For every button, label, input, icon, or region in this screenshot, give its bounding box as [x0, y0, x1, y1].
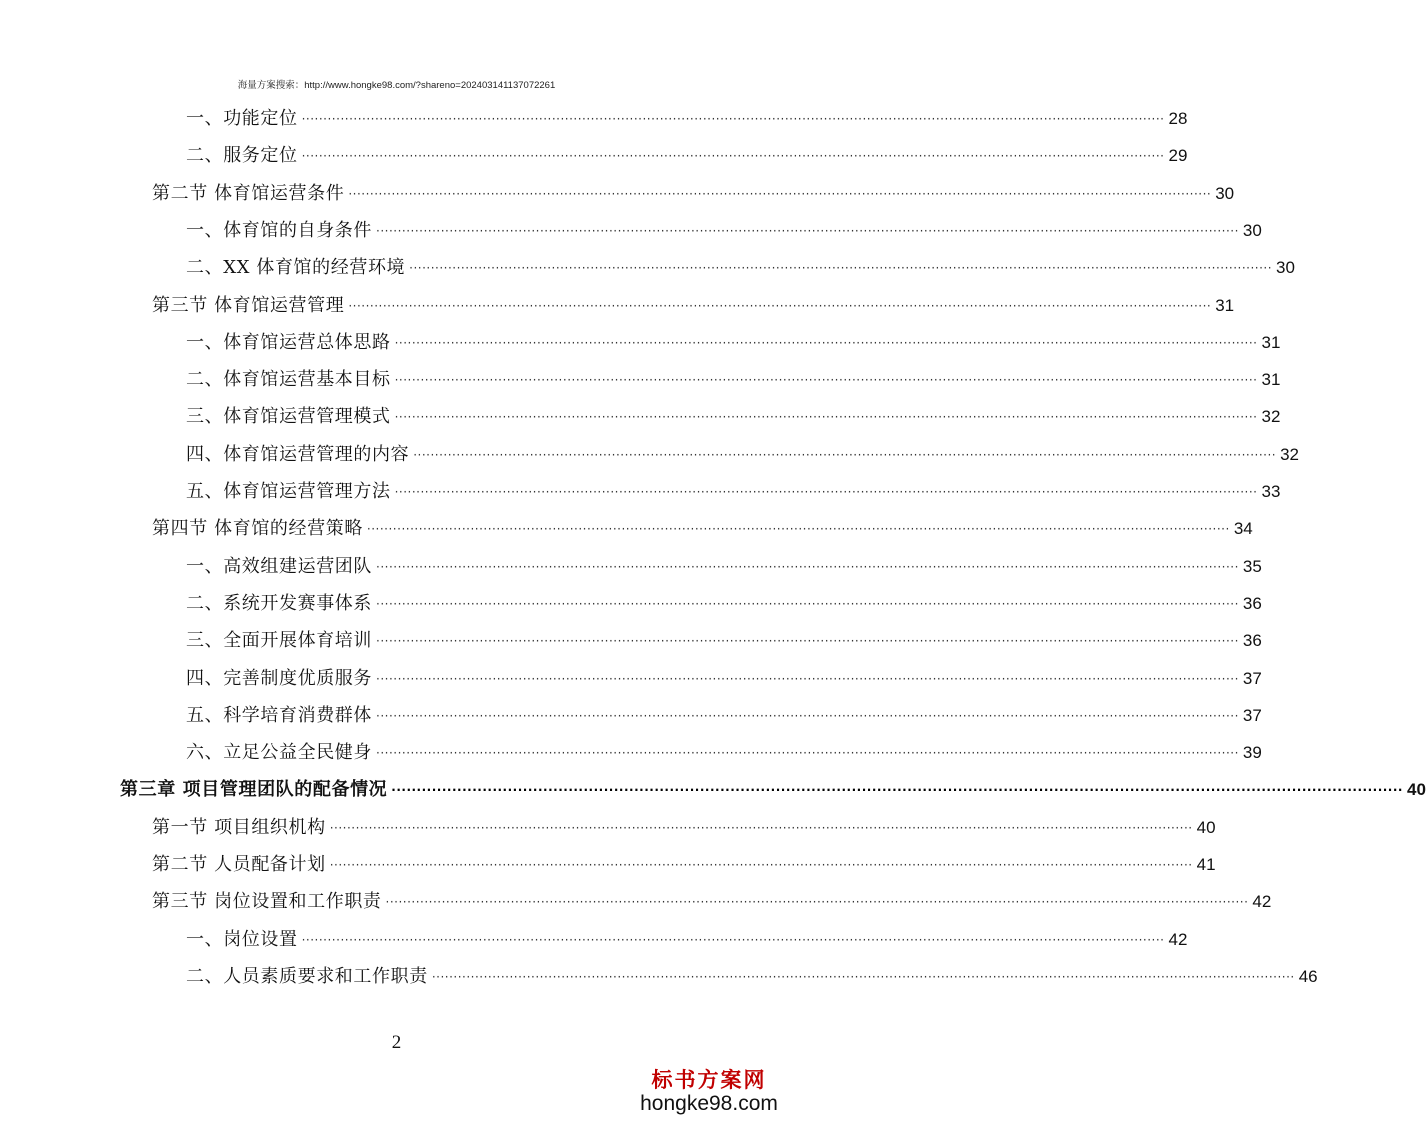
toc-leader-dots: ········································································································································································································: [394, 410, 1258, 424]
toc-entry[interactable]: [186, 740, 1262, 766]
toc-entry[interactable]: [186, 367, 1281, 393]
toc-leader-dots: ········································································································································································································: [301, 933, 1165, 947]
toc-leader-dots: ········································································································································································································: [376, 224, 1239, 238]
toc-entry[interactable]: [186, 554, 1262, 580]
toc-entry-page: 37: [1242, 706, 1262, 725]
toc-entry[interactable]: [186, 666, 1262, 692]
toc-entry-title: 二、服务定位: [186, 145, 298, 166]
toc-entry-page: 42: [1252, 892, 1272, 911]
toc-leader-dots: ········································································································································································································: [348, 299, 1212, 313]
toc-entry-page: 46: [1298, 967, 1318, 986]
toc-entry-title: 二、系统开发赛事体系: [186, 593, 372, 614]
toc-entry[interactable]: [186, 106, 1188, 132]
toc-entry-page: 37: [1242, 669, 1262, 688]
toc-leader-dots: ········································································································································································································: [376, 672, 1239, 686]
toc-entry-page: 42: [1168, 930, 1188, 949]
toc-entry[interactable]: [152, 181, 1235, 207]
toc-entry-page: 40: [1406, 780, 1426, 799]
page-header: 海量方案搜索：http://www.hongke98.com/?shareno=2024031411370722​61: [237, 80, 556, 91]
toc-entry[interactable]: [152, 852, 1216, 878]
toc-entry-title: 第四节 体育馆的经营策略: [152, 518, 363, 539]
toc-entry-page: 35: [1242, 557, 1262, 576]
toc-entry-page: 30: [1242, 221, 1262, 240]
toc-entry-page: 36: [1242, 631, 1262, 650]
toc-entry-title: 五、科学培育消费群体: [186, 705, 372, 726]
toc-entry-title: 第二节 人员配备计划: [152, 854, 326, 875]
toc-leader-dots: ········································································································································································································: [385, 895, 1249, 909]
toc-leader-dots: ········································································································································································································: [376, 709, 1239, 723]
toc-entry-title: 六、立足公益全民健身: [186, 742, 372, 763]
toc-entry[interactable]: [152, 889, 1272, 915]
toc-leader-dots: ········································································································································································································: [329, 821, 1193, 835]
toc-entry-page: 29: [1168, 146, 1188, 165]
toc-entry-page: 34: [1233, 519, 1253, 538]
toc-entry[interactable]: [152, 815, 1216, 841]
toc-entry-title: 一、功能定位: [186, 108, 298, 129]
watermark-chinese: 标书方案网: [651, 1067, 767, 1092]
toc-entry-title: 三、体育馆运营管理模式: [186, 406, 391, 427]
watermark-logo: [639, 1068, 779, 1116]
toc-leader-dots: ········································································································································································································: [394, 485, 1258, 499]
toc-entry-title: 二、XX 体育馆的经营环境: [186, 257, 406, 278]
toc-entry-page: 39: [1242, 743, 1262, 762]
toc-entry-title: 二、体育馆运营基本目标: [186, 369, 391, 390]
toc-leader-dots: ········································································································································································································: [431, 970, 1295, 984]
toc-entry-page: 32: [1280, 445, 1300, 464]
toc-entry[interactable]: [186, 442, 1300, 468]
toc-entry-page: 31: [1261, 333, 1281, 352]
toc-entry[interactable]: [186, 927, 1188, 953]
toc-entry-title: 一、岗位设置: [186, 929, 298, 950]
toc-leader-dots: ········································································································································································································: [376, 560, 1239, 574]
toc-entry[interactable]: [186, 404, 1281, 430]
toc-entry-page: 30: [1215, 184, 1235, 203]
toc-leader-dots: ········································································································································································································: [348, 187, 1212, 201]
toc-entry-page: 31: [1215, 296, 1235, 315]
toc-entry-page: 30: [1276, 258, 1295, 277]
toc-entry-title: 三、全面开展体育培训: [186, 630, 372, 651]
toc-entry-title: 四、完善制度优质服务: [186, 668, 372, 689]
toc-entry[interactable]: [120, 777, 1426, 803]
toc-leader-dots: ········································································································································································································: [329, 858, 1193, 872]
toc-entry[interactable]: [186, 255, 1295, 281]
toc-entry[interactable]: [186, 591, 1262, 617]
toc-leader-dots: ········································································································································································································: [391, 783, 1403, 797]
toc-entry-page: 33: [1261, 482, 1281, 501]
toc-leader-dots: ········································································································································································································: [366, 522, 1230, 536]
toc-entry[interactable]: [186, 330, 1281, 356]
toc-entry-title: 五、体育馆运营管理方法: [186, 481, 391, 502]
toc-leader-dots: ········································································································································································································: [413, 448, 1277, 462]
toc-entry[interactable]: [186, 143, 1188, 169]
toc-leader-dots: ········································································································································································································: [394, 373, 1258, 387]
toc-entry-title: 第一节 项目组织机构: [152, 817, 326, 838]
toc-entry-title: 一、体育馆的自身条件: [186, 220, 372, 241]
toc-entry-title: 第三章 项目管理团队的配备情况: [120, 779, 388, 800]
toc-leader-dots: ········································································································································································································: [376, 746, 1239, 760]
page-number: 2: [391, 1032, 402, 1053]
toc-leader-dots: ········································································································································································································: [301, 112, 1165, 126]
toc-entry-title: 一、体育馆运营总体思路: [186, 332, 391, 353]
toc-entry-page: 32: [1261, 407, 1281, 426]
toc-entry[interactable]: [186, 703, 1262, 729]
toc-leader-dots: ········································································································································································································: [376, 597, 1239, 611]
toc-entry[interactable]: [186, 628, 1262, 654]
toc-entry[interactable]: [152, 293, 1235, 319]
toc-entry-page: 36: [1242, 594, 1262, 613]
toc-entry[interactable]: [152, 516, 1253, 542]
toc-entry[interactable]: [186, 479, 1281, 505]
toc-entry-title: 二、人员素质要求和工作职责: [186, 966, 428, 987]
toc-entry-page: 41: [1196, 855, 1216, 874]
toc-entry-title: 四、体育馆运营管理的内容: [186, 444, 410, 465]
toc-leader-dots: ········································································································································································································: [376, 634, 1239, 648]
toc-entry-page: 40: [1196, 818, 1216, 837]
toc-leader-dots: ········································································································································································································: [301, 149, 1165, 163]
toc-entry[interactable]: [186, 964, 1318, 990]
toc-entry-title: 第三节 体育馆运营管理: [152, 295, 345, 316]
toc-entry-page: 31: [1261, 370, 1281, 389]
toc-entry[interactable]: [186, 218, 1262, 244]
toc-entry-title: 一、高效组建运营团队: [186, 556, 372, 577]
toc-entry-page: 28: [1168, 109, 1188, 128]
watermark-domain: hongke98.com: [640, 1092, 778, 1115]
toc-entry-title: 第三节 岗位设置和工作职责: [152, 891, 382, 912]
toc-leader-dots: ········································································································································································································: [394, 336, 1258, 350]
toc-entry-title: 第二节 体育馆运营条件: [152, 183, 345, 204]
toc-leader-dots: ········································································································································································································: [409, 261, 1273, 275]
